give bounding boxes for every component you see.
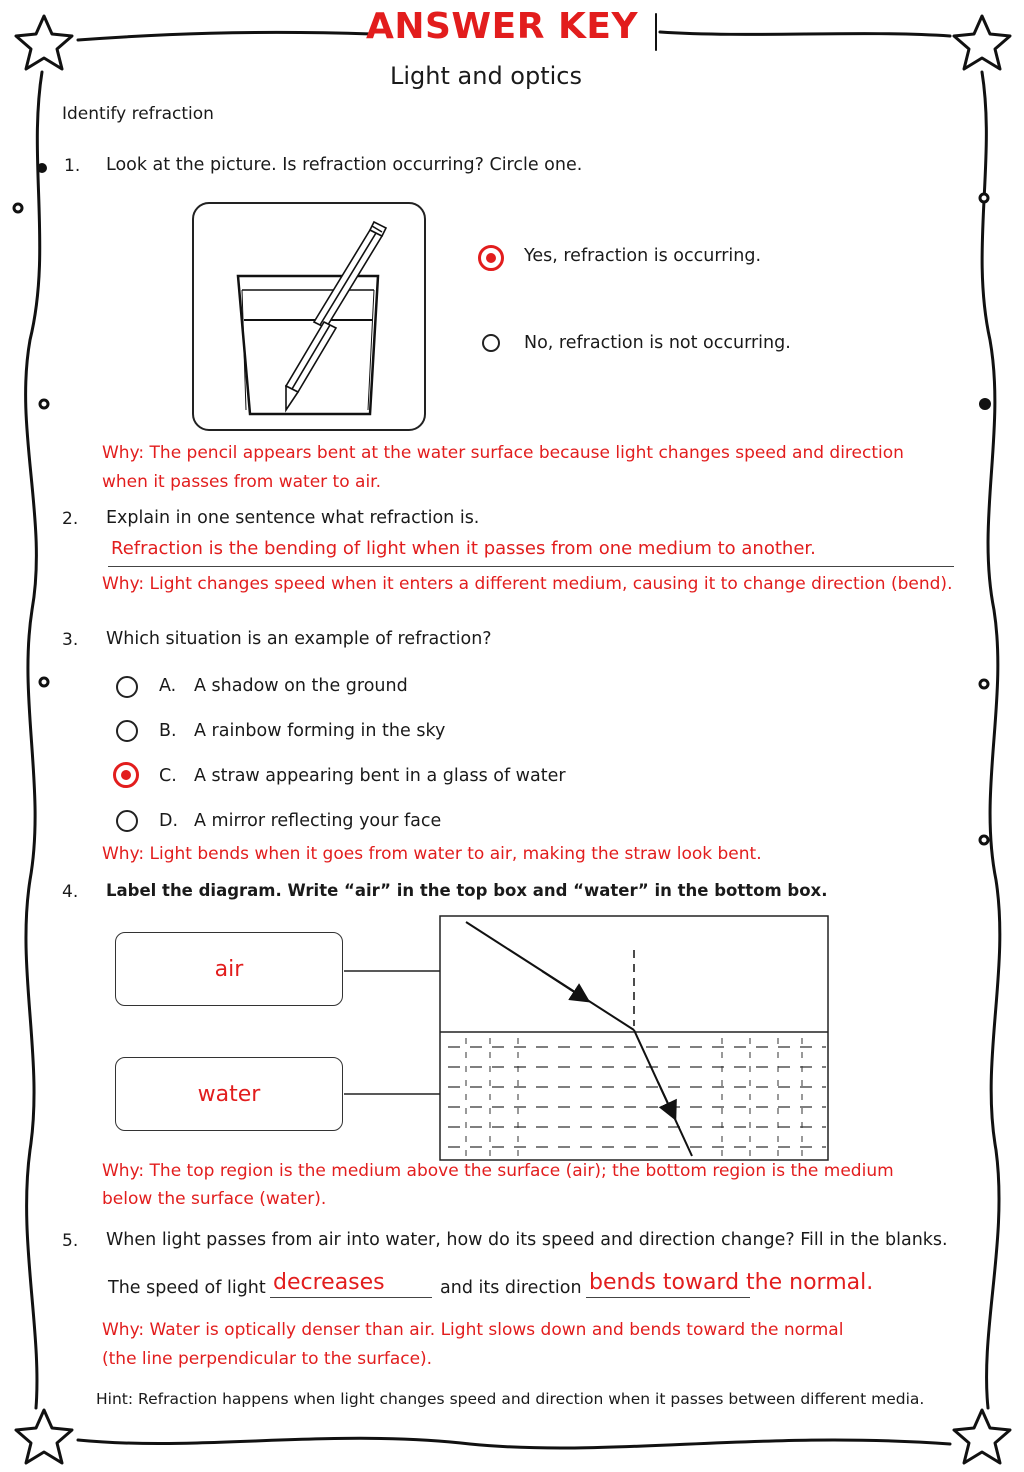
option-letter: D. <box>159 811 179 831</box>
fill-in-prefix: The speed of light <box>108 1278 266 1298</box>
option-no-radio[interactable] <box>482 334 500 352</box>
blank-answer[interactable]: decreases <box>273 1270 385 1295</box>
option-a-label: A shadow on the ground <box>194 676 408 696</box>
refraction-diagram <box>342 914 832 1164</box>
why-explanation: Why: The top region is the medium above the surface (air); the bottom region is the medium <box>102 1161 894 1181</box>
why-explanation: Why: The pencil appears bent at the water surface because light changes speed and direction <box>102 443 904 463</box>
option-d-label: A mirror reflecting your face <box>194 811 442 831</box>
page-subtitle: Light and optics <box>390 62 582 90</box>
why-explanation: Why: Light bends when it goes from water to air, making the straw look bent. <box>102 844 762 864</box>
option-d-radio[interactable] <box>116 810 138 832</box>
option-b-radio[interactable] <box>116 720 138 742</box>
option-no-label: No, refraction is not occurring. <box>524 333 791 353</box>
question-text: When light passes from air into water, how do its speed and direction change? Fill in the blanks. <box>106 1230 948 1250</box>
option-c-radio[interactable] <box>113 762 139 788</box>
question-number: 4. <box>62 882 79 902</box>
page-title: ANSWER KEY <box>365 6 639 47</box>
question-text: Explain in one sentence what refraction is. <box>106 508 480 528</box>
option-b-label: A rainbow forming in the sky <box>194 721 446 741</box>
star-icon <box>16 1410 72 1463</box>
question-number: 5. <box>62 1231 79 1251</box>
hint-text: Hint: Refraction happens when light changes speed and direction when it passes between different media. <box>96 1390 925 1408</box>
written-answer: Refraction is the bending of light when it passes from one medium to another. <box>111 538 816 559</box>
top-label-box[interactable]: air <box>115 932 343 1006</box>
pencil-in-glass-picture <box>190 200 430 434</box>
option-a-radio[interactable] <box>116 676 138 698</box>
option-yes-label: Yes, refraction is occurring. <box>524 246 762 266</box>
option-yes-radio[interactable] <box>478 245 504 271</box>
question-text: Which situation is an example of refraction? <box>106 629 492 649</box>
fill-in-middle: and its direction <box>440 1278 582 1298</box>
option-letter: A. <box>159 676 177 696</box>
star-icon <box>954 1410 1010 1463</box>
why-explanation: when it passes from water to air. <box>102 472 381 492</box>
why-explanation: (the line perpendicular to the surface). <box>102 1349 433 1369</box>
why-explanation: below the surface (water). <box>102 1189 327 1209</box>
why-explanation: Why: Light changes speed when it enters a different medium, causing it to change direction (bend). <box>102 574 953 594</box>
option-letter: B. <box>159 721 177 741</box>
option-c-label: A straw appearing bent in a glass of water <box>194 766 566 786</box>
question-number: 1. <box>64 156 81 176</box>
option-letter: C. <box>159 766 177 786</box>
bottom-label-box[interactable]: water <box>115 1057 343 1131</box>
section-label: Identify refraction <box>62 104 214 124</box>
question-text: Look at the picture. Is refraction occurring? Circle one. <box>106 155 583 175</box>
why-explanation: Why: Water is optically denser than air. Light slows down and bends toward the normal <box>102 1320 844 1340</box>
blank-answer[interactable]: bends toward the normal. <box>589 1270 874 1295</box>
question-text: Label the diagram. Write “air” in the top box and “water” in the bottom box. <box>106 881 828 900</box>
question-number: 3. <box>62 630 79 650</box>
question-number: 2. <box>62 509 79 529</box>
